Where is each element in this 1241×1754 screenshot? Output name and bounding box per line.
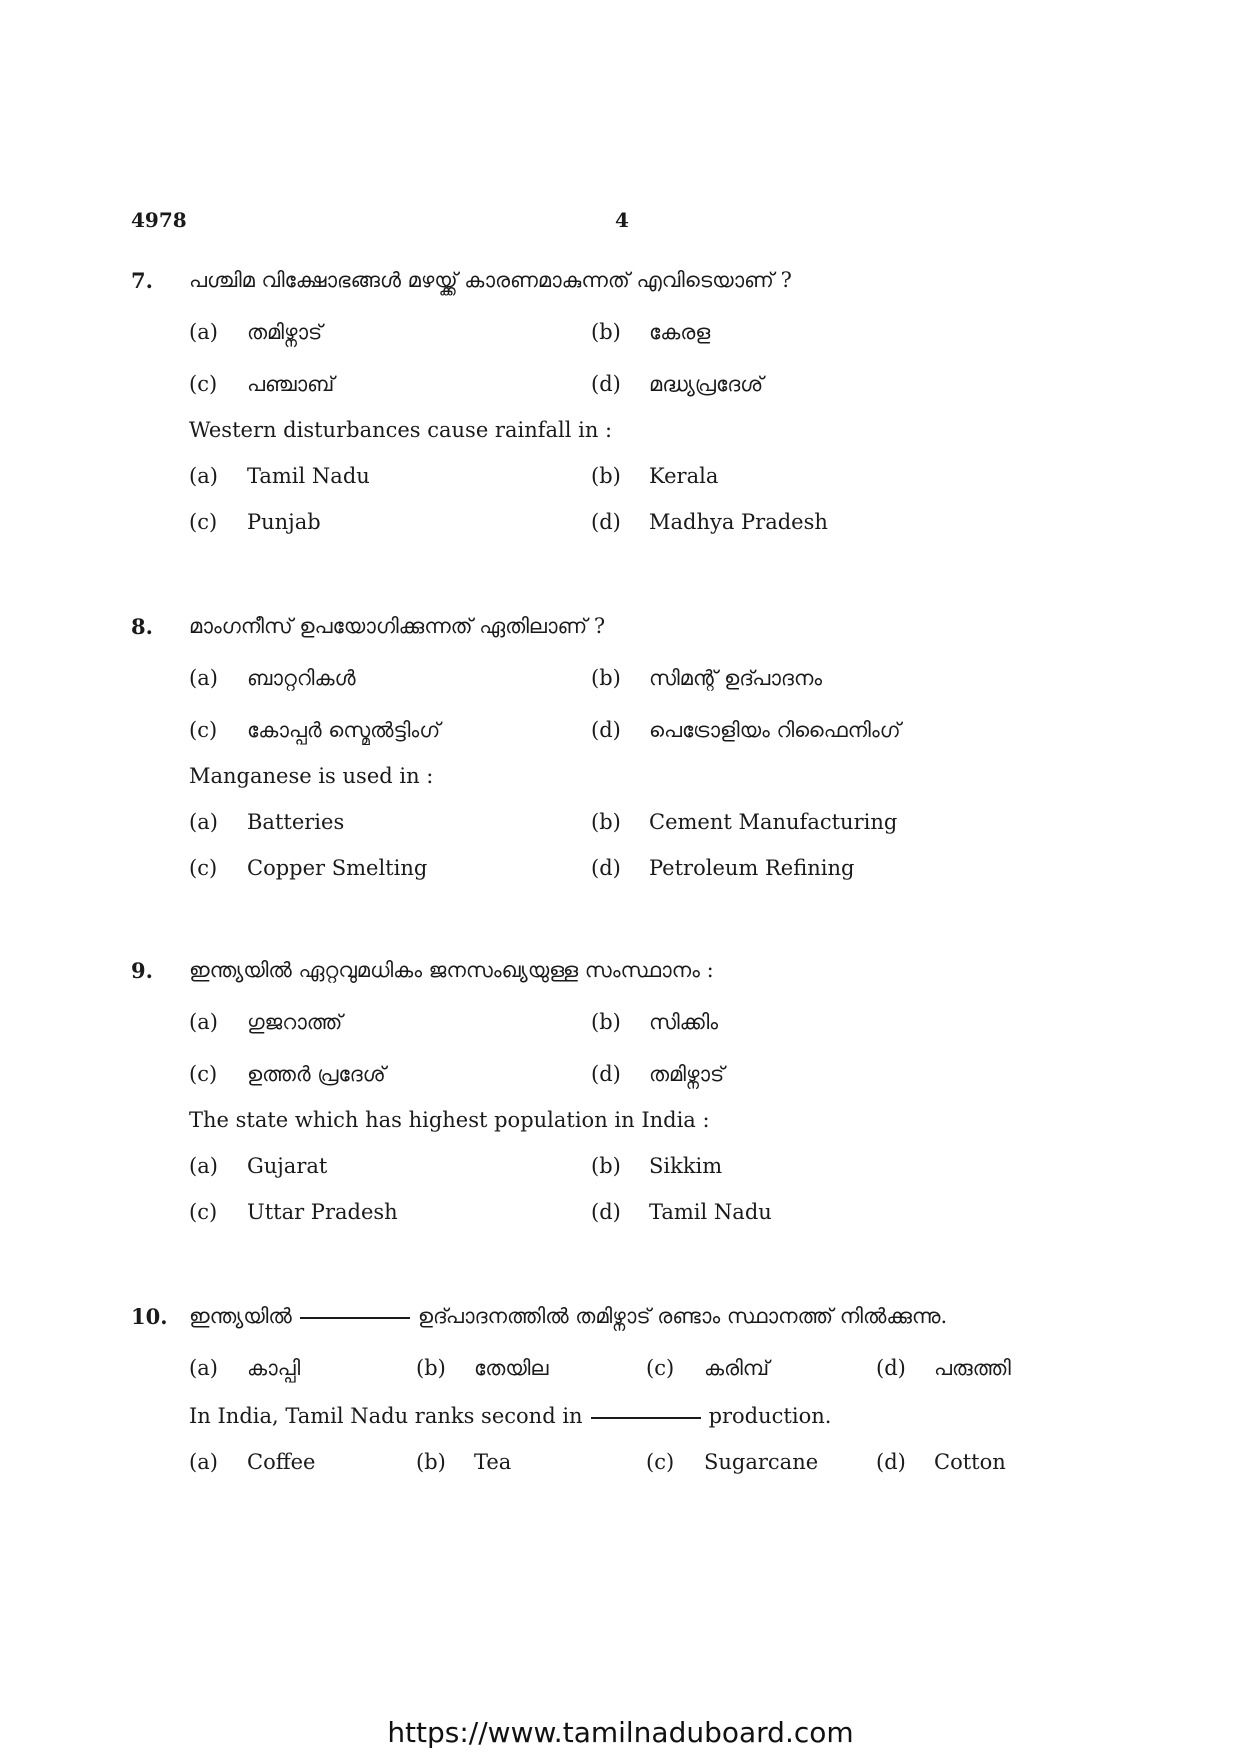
option-a-ml: (a) ഗുജറാത്ത് [189, 1010, 343, 1034]
option-c-ml: (c) ഉത്തർ പ്രദേശ് [189, 1062, 386, 1086]
option-a-en: (a) Batteries [189, 810, 345, 834]
option-d-ml: (d) തമിഴ്നാട് [591, 1062, 725, 1086]
footer-url: https://www.tamilnaduboard.com [387, 1716, 854, 1749]
option-c-ml: (c) പഞ്ചാബ് [189, 372, 335, 396]
option-d-ml: (d) പെട്രോളിയം റിഫൈനിംഗ് [591, 718, 901, 742]
option-c-ml: (c) കരിമ്പ് [646, 1356, 770, 1380]
option-a-en: (a) Coffee [189, 1450, 316, 1474]
option-b-en: (b) Cement Manufacturing [591, 810, 898, 834]
option-d-ml: (d) പരുത്തി [876, 1356, 1011, 1380]
option-d-en: (d) Cotton [876, 1450, 1006, 1474]
option-b-en: (b) Sikkim [591, 1154, 723, 1178]
option-d-ml: (d) മദ്ധ്യപ്രദേശ് [591, 372, 764, 396]
option-c-en: (c) Copper Smelting [189, 856, 428, 880]
question-text-en: Manganese is used in : [189, 764, 434, 788]
question-text-en: The state which has highest population in India : [189, 1108, 710, 1132]
question-text-en: In India, Tamil Nadu ranks second in production. [189, 1404, 832, 1428]
option-a-en: (a) Tamil Nadu [189, 464, 370, 488]
question-number: 7. [131, 268, 153, 293]
option-c-ml: (c) കോപ്പർ സ്മെൽട്ടിംഗ് [189, 718, 441, 742]
question-text-ml: മാംഗനീസ് ഉപയോഗിക്കുന്നത് ഏതിലാണ് ? [189, 614, 606, 638]
option-b-en: (b) Tea [416, 1450, 512, 1474]
answer-blank [591, 1416, 701, 1419]
option-b-ml: (b) തേയില [416, 1356, 549, 1380]
option-c-en: (c) Punjab [189, 510, 321, 534]
option-a-ml: (a) ബാറ്ററികൾ [189, 666, 356, 690]
option-b-ml: (b) സിമന്റ് ഉദ്പാദനം [591, 666, 823, 690]
option-a-ml: (a) കാപ്പി [189, 1356, 301, 1380]
question-text-ml: ഇന്ത്യയിൽ ഉദ്പാദനത്തിൽ തമിഴ്നാട് രണ്ടാം സ്ഥാനത്ത് നിൽക്കുന്നു. [189, 1304, 948, 1328]
question-text-ml: പശ്ചിമ വിക്ഷോഭങ്ങൾ മഴയ്ക്ക് കാരണമാകുന്നത് എവിടെയാണ് ? [189, 268, 792, 292]
option-b-ml: (b) കേരള [591, 320, 711, 344]
question-text-en: Western disturbances cause rainfall in : [189, 418, 613, 442]
question-number: 8. [131, 614, 153, 639]
option-d-en: (d) Tamil Nadu [591, 1200, 772, 1224]
page-number: 4 [615, 208, 629, 232]
option-a-ml: (a) തമിഴ്നാട് [189, 320, 323, 344]
question-number: 9. [131, 958, 153, 983]
option-b-en: (b) Kerala [591, 464, 719, 488]
question-number: 10. [131, 1304, 168, 1329]
option-a-en: (a) Gujarat [189, 1154, 328, 1178]
option-c-en: (c) Sugarcane [646, 1450, 819, 1474]
option-c-en: (c) Uttar Pradesh [189, 1200, 398, 1224]
option-d-en: (d) Madhya Pradesh [591, 510, 828, 534]
question-text-ml: ഇന്ത്യയിൽ ഏറ്റവുമധികം ജനസംഖ്യയുള്ള സംസ്ഥാനം : [189, 958, 714, 982]
option-b-ml: (b) സിക്കിം [591, 1010, 719, 1034]
answer-blank [300, 1316, 410, 1319]
option-d-en: (d) Petroleum Refining [591, 856, 855, 880]
paper-code: 4978 [131, 208, 187, 232]
